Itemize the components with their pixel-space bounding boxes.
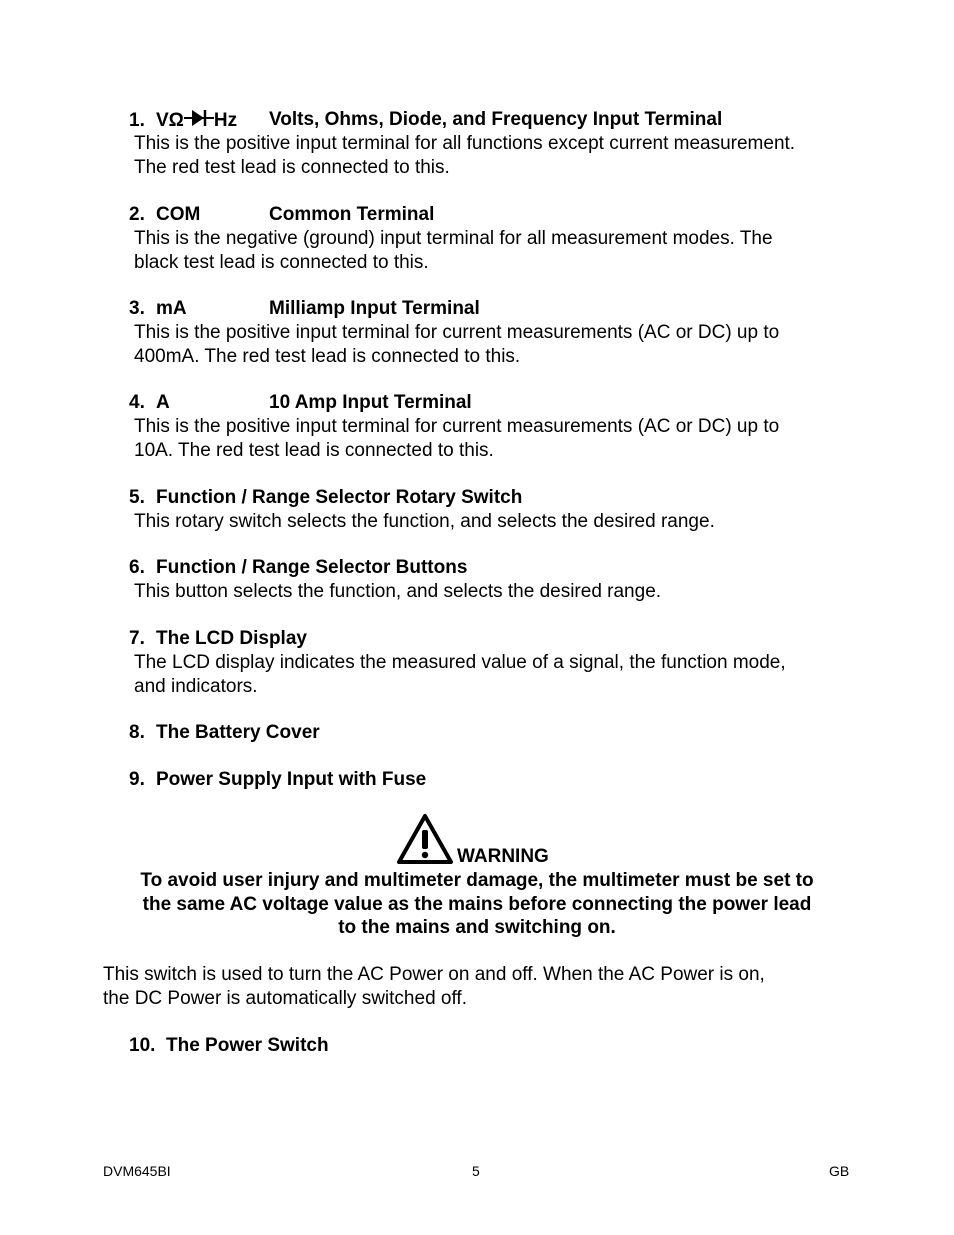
item-title: The Power Switch: [166, 1035, 329, 1056]
item-number: 10.: [129, 1035, 156, 1056]
item-3-description: [134, 321, 864, 368]
text-line: the DC Power is automatically switched off.: [103, 987, 467, 1009]
text-line: This is the positive input terminal for all functions except current measurement.: [134, 133, 796, 154]
text-line: This button selects the function, and selects the desired range.: [134, 581, 662, 602]
item-2-description: [134, 227, 864, 274]
item-1-description: [134, 132, 864, 179]
item-number: 2.: [129, 204, 145, 225]
warning-label: WARNING: [457, 846, 549, 867]
text-line: to the mains and switching on.: [338, 917, 616, 938]
item-9-heading: [129, 768, 426, 792]
item-5-description: [134, 510, 864, 534]
item-number: 5.: [129, 487, 145, 508]
item-title: 10 Amp Input Terminal: [269, 392, 472, 413]
warning-text: [103, 869, 851, 940]
item-4-description: [134, 415, 864, 462]
text-line: black test lead is connected to this.: [134, 251, 429, 273]
item-4-heading: [129, 391, 472, 415]
terminal-label: mA: [156, 298, 187, 319]
terminal-label: COM: [156, 204, 201, 225]
terminal-label: VΩ Hz: [156, 110, 238, 131]
item-6-description: [134, 580, 864, 604]
text-line: The red test lead is connected to this.: [134, 156, 450, 178]
item-1-heading: [129, 108, 723, 133]
warning-icon: [396, 813, 454, 865]
item-number: 7.: [129, 628, 145, 649]
item-title: Volts, Ohms, Diode, and Frequency Input Terminal: [269, 109, 723, 130]
text-line: To avoid user injury and multimeter damage, the multimeter must be set to: [140, 870, 814, 891]
item-10-heading: [129, 1034, 329, 1058]
footer-language: GB: [829, 1163, 850, 1179]
item-7-description: [134, 651, 864, 698]
item-title: Power Supply Input with Fuse: [156, 769, 427, 790]
item-number: 4.: [129, 392, 145, 413]
text-line: This is the negative (ground) input terminal for all measurement modes. The: [134, 228, 773, 249]
item-number: 9.: [129, 769, 145, 790]
item-title: The LCD Display: [156, 628, 307, 649]
item-title: Function / Range Selector Buttons: [156, 557, 468, 578]
item-6-heading: [129, 556, 467, 580]
item-2-heading: [129, 203, 435, 227]
text-line: the same AC voltage value as the mains before connecting the power lead: [142, 893, 812, 915]
text-line: 10A. The red test lead is connected to this.: [134, 439, 494, 461]
text-line: The LCD display indicates the measured value of a signal, the function mode,: [134, 652, 786, 673]
text-line: This is the positive input terminal for current measurements (AC or DC) up to: [134, 416, 780, 437]
item-title: Function / Range Selector Rotary Switch: [156, 487, 523, 508]
item-7-heading: [129, 627, 307, 651]
text-line: This is the positive input terminal for current measurements (AC or DC) up to: [134, 322, 780, 343]
text-line: This switch is used to turn the AC Power on and off. When the AC Power is on,: [103, 964, 765, 985]
terminal-label: A: [156, 392, 170, 413]
footer-page-number: 5: [472, 1163, 480, 1179]
power-switch-description: [103, 963, 843, 1010]
text-line: 400mA. The red test lead is connected to this.: [134, 345, 521, 367]
item-title: The Battery Cover: [156, 722, 320, 743]
text-line: This rotary switch selects the function, and selects the desired range.: [134, 511, 715, 532]
diode-icon: [184, 108, 214, 128]
item-title: Common Terminal: [269, 204, 435, 225]
item-5-heading: [129, 486, 522, 510]
text-line: and indicators.: [134, 675, 258, 697]
item-8-heading: [129, 721, 320, 745]
item-number: 3.: [129, 298, 145, 319]
item-number: 1.: [129, 110, 145, 131]
footer-model: DVM645BI: [103, 1163, 171, 1179]
item-number: 8.: [129, 722, 145, 743]
item-title: Milliamp Input Terminal: [269, 298, 480, 319]
item-number: 6.: [129, 557, 145, 578]
item-3-heading: [129, 297, 480, 321]
